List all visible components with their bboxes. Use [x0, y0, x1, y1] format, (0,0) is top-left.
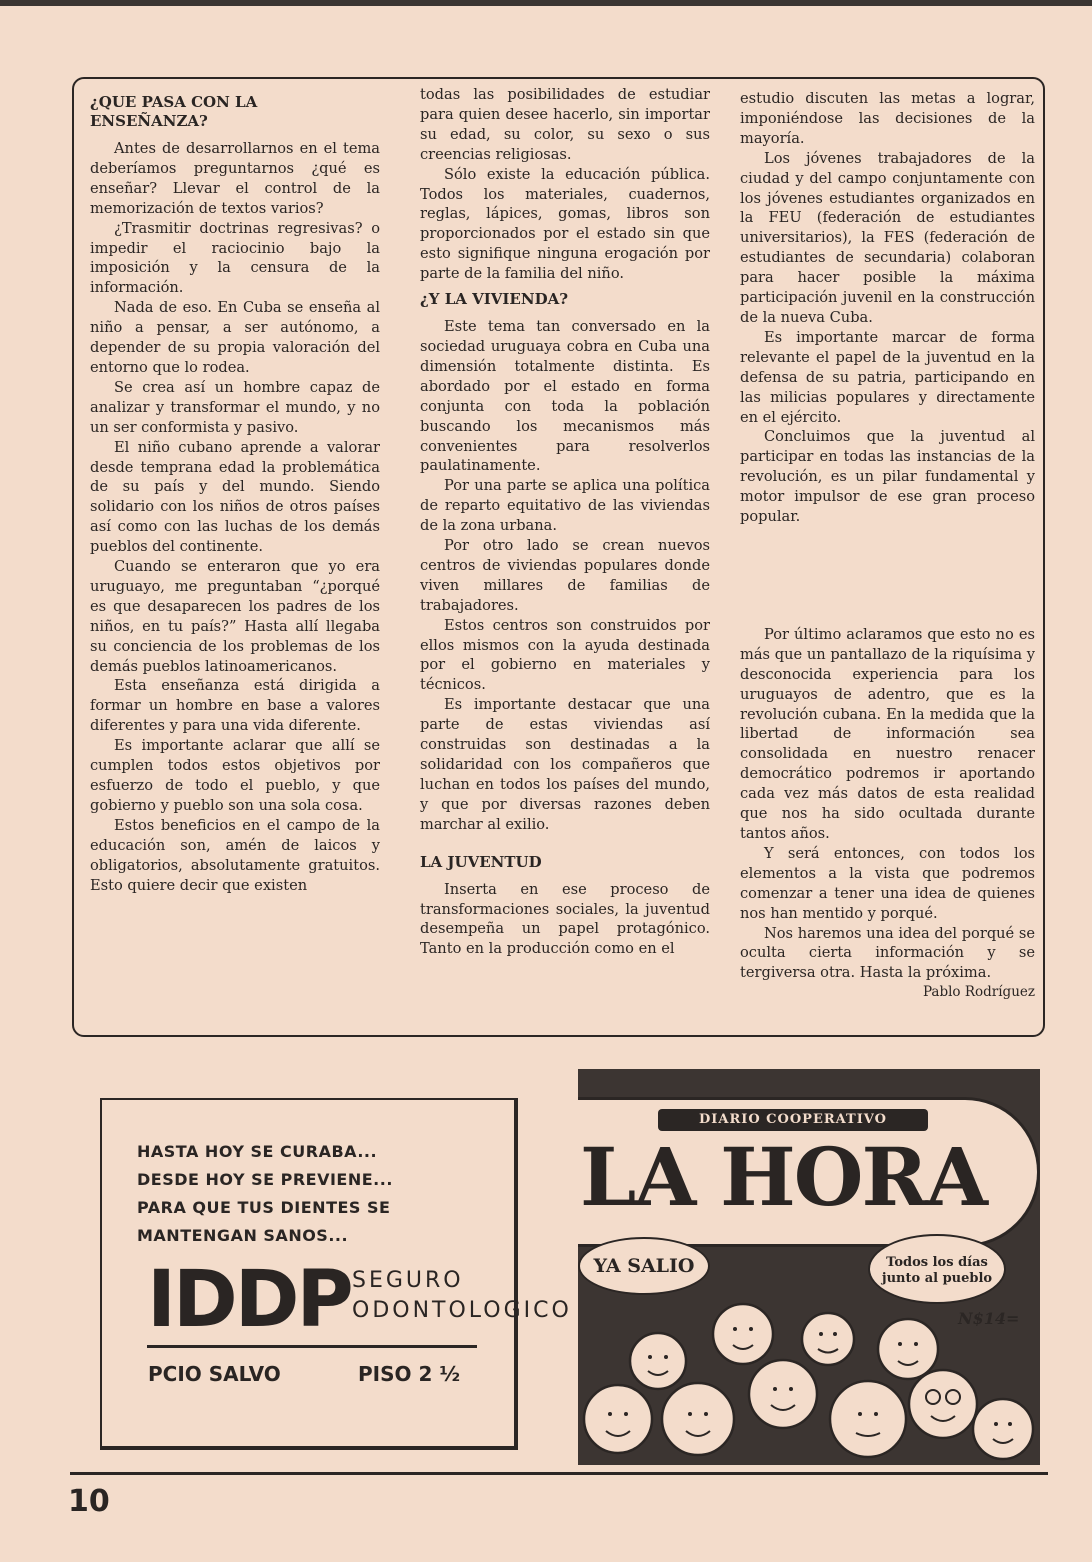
iddp-address: PCIO SALVO: [148, 1362, 281, 1386]
paragraph: Nada de eso. En Cuba se enseña al niño a pensar, a ser autónomo, a depender de su propia valoración del entorno que lo rodea.: [90, 299, 380, 376]
ad-divider: [147, 1345, 477, 1348]
ad-slogan-line: MANTENGAN SANOS...: [137, 1226, 349, 1245]
section-heading-vivienda: ¿Y LA VIVIENDA?: [420, 290, 569, 309]
page-number: 10: [68, 1484, 110, 1519]
ad-slogan-line: DESDE HOY SE PREVIENE...: [137, 1170, 393, 1189]
la-hora-en-label: EN: [584, 1105, 603, 1119]
paragraph: Los jóvenes trabajadores de la ciudad y del campo conjuntamente con los jóvenes estudiantes organizados en la FEU (federación de estudiantes universitarios), la FES (federación de estudiantes de secundaria) colaboran para hacer posible la máxima participación juvenil en la construcción de la nueva Cuba.: [740, 149, 1035, 326]
paragraph: Estos beneficios en el campo de la educación son, amén de laicos y obligatorios, absolutamente gratuitos. Esto quiere decir que existen: [90, 816, 380, 894]
paragraph: Es importante aclarar que allí se cumplen todos estos objetivos por esfuerzo de todo el pueblo, y que gobierno y pueblo son una sola cosa.: [90, 737, 380, 814]
paragraph: Por una parte se aplica una política de reparto equitativo de las viviendas de la zona urbana.: [420, 477, 710, 535]
paragraph: Concluimos que la juventud al participar en todas las instancias de la revolución, es un pilar fundamental y motor impulsor de ese gran proceso popular.: [740, 428, 1035, 526]
speech-bubble-line: Todos los días: [886, 1255, 988, 1270]
article-column-3: [740, 89, 1035, 1003]
paragraph: Antes de desarrollarnos en el tema deberíamos preguntarnos ¿qué es enseñar? Llevar el control de la memorización de textos varios?: [90, 140, 380, 217]
ad-slogan-line: PARA QUE TUS DIENTES SE: [137, 1198, 391, 1217]
iddp-logo: IDDP: [147, 1255, 351, 1345]
paragraph: Y será entonces, con todos los elementos a la vista que podremos comenzar a tener una idea de quienes nos han mentido y porqué.: [740, 844, 1035, 922]
footer-rule: [70, 1472, 1048, 1475]
paragraph: estudio discuten las metas a lograr, imponiéndose las decisiones de la mayoría.: [740, 90, 1035, 147]
paragraph: Por último aclaramos que esto no es más que un pantallazo de la riquísima y desconocida experiencia para los uruguayos de adentro, que es la revolución cubana. En la medida que la libertad de información sea consolidada en nuestro renacer democrático podremos ir aportando cada vez más datos de esta realidad que nos ha sido ocultada durante tantos años.: [740, 625, 1035, 842]
article-column-1: [90, 93, 380, 895]
speech-bubble-todos-los-dias: [868, 1234, 1006, 1304]
la-hora-subtitle: DIARIO COOPERATIVO: [658, 1109, 928, 1131]
author-signature: Pablo Rodríguez: [922, 984, 1035, 1001]
paragraph: Estos centros son construidos por ellos mismos con la ayuda destinada por el gobierno en materiales y técnicos.: [420, 616, 710, 694]
iddp-tagline: [352, 1266, 572, 1326]
paragraph: El niño cubano aprende a valorar desde temprana edad la problemática de su país y del mundo. Siendo solidario con los niños de otros países así como con las luchas de los demás pueblos del continente.: [90, 438, 380, 556]
paragraph: Es importante destacar que una parte de estas viviendas así construidas son destinadas a la solidaridad con los compañeros que luchan en todos los países del mundo, y que por diversas razones deben marchar al exilio.: [420, 696, 710, 833]
iddp-tagline-2: ODONTOLOGICO: [352, 1298, 572, 1323]
iddp-dental-ad: [100, 1098, 572, 1450]
ad-slogan-line: HASTA HOY SE CURABA...: [137, 1142, 378, 1161]
section-heading-juventud: LA JUVENTUD: [420, 852, 542, 871]
paragraph: Inserta en ese proceso de transformaciones sociales, la juventud desempeña un papel protagónico. Tanto en la producción como en el: [420, 880, 710, 958]
iddp-tagline-1: SEGURO: [352, 1268, 464, 1293]
paragraph: Se crea así un hombre capaz de analizar y transformar el mundo, y no un ser conformista y pasivo.: [90, 378, 380, 436]
paragraph: Esta enseñanza está dirigida a formar un hombre en base a valores diferentes y para una vida diferente.: [90, 677, 380, 735]
article-column-2: [420, 85, 710, 959]
top-border: [0, 0, 1092, 6]
paragraph: Cuando se enteraron que yo era uruguayo, me preguntaban “¿porqué es que desaparecen los padres de los niños, en tu país?” Hasta allí llegaba su conciencia de los problemas de los demás pueblos latinoamericanos.: [90, 558, 380, 675]
la-hora-title: LA HORA: [580, 1130, 986, 1224]
paragraph: Este tema tan conversado en la sociedad uruguaya cobra en Cuba una dimensión totalmente distinta. Es abordado por el estado en forma conjunta con toda la población buscando los mecanismos más convenientes para resolverlos paulatinamente.: [420, 318, 710, 475]
paragraph: Nos haremos una idea del porqué se oculta cierta información y se tergiversa otra. Hasta la próxima.: [740, 924, 1035, 982]
price-tag: N$14=: [958, 1309, 1020, 1328]
iddp-floor: PISO 2 ½: [358, 1362, 461, 1386]
speech-bubble-ya-salio: YA SALIO: [578, 1237, 710, 1295]
paragraph: Sólo existe la educación pública. Todos los materiales, cuadernos, reglas, lápices, gomas, libros son proporcionados por el estado sin que esto signifique ninguna erogación por parte de la familia del niño.: [420, 165, 710, 283]
section-heading-ensenanza: ¿QUE PASA CON LA ENSEÑANZA?: [90, 93, 258, 130]
ad-slogan: [137, 1138, 393, 1250]
paragraph: Por otro lado se crean nuevos centros de viviendas populares donde viven millares de familias de trabajadores.: [420, 537, 710, 614]
la-hora-ad: [578, 1069, 1040, 1465]
paragraph: Es importante marcar de forma relevante el papel de la juventud en la defensa de su patria, participando en las milicias populares y directamente en el ejército.: [740, 328, 1035, 426]
speech-bubble-line: junto al pueblo: [881, 1271, 993, 1286]
paragraph: ¿Trasmitir doctrinas regresivas? o impedir el raciocinio bajo la imposición y la censura de la información.: [90, 219, 380, 297]
paragraph: todas las posibilidades de estudiar para quien desee hacerlo, sin importar su edad, su color, su sexo o sus creencias religiosas.: [420, 86, 710, 163]
